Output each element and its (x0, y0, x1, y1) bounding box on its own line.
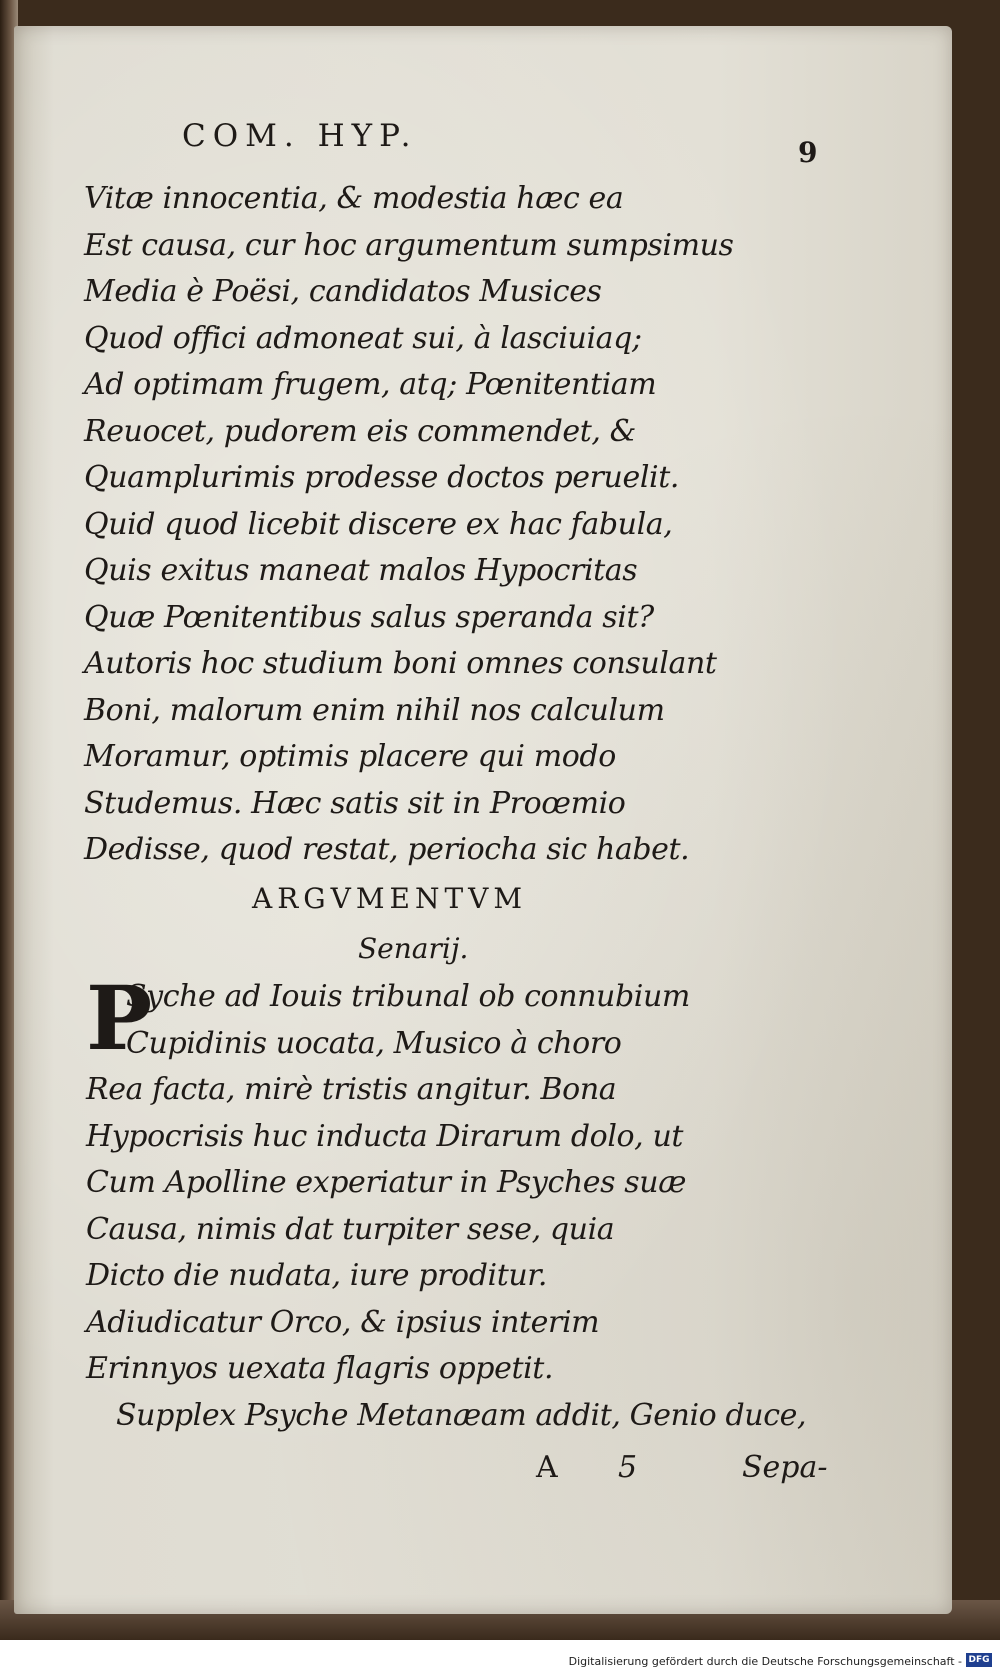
running-head: COM. HYP. (182, 118, 418, 154)
argument-line: Erinnyos uexata flagris oppetit. (86, 1351, 554, 1386)
dfg-logo: DFG (966, 1653, 992, 1667)
verse-line: Studemus. Hæc satis sit in Proœmio (84, 785, 626, 821)
verse-line: Media è Poësi, candidatos Musices (84, 274, 602, 309)
book-page (14, 26, 952, 1614)
catchword: Sepa- (742, 1450, 828, 1485)
verse-line: Quæ Pœnitentibus salus speranda sit? (84, 599, 654, 635)
verse-line: Quod offici admoneat sui, à lasciuiaq; (84, 320, 642, 356)
argument-verse-block (86, 966, 807, 1439)
signature-mark: A (536, 1450, 558, 1485)
verse-line: Dedisse, quod restat, periocha sic habet. (84, 832, 690, 867)
argument-line: Hypocrisis huc inducta Dirarum dolo, ut (86, 1118, 684, 1154)
verse-line: Quamplurimis prodesse doctos peruelit. (84, 460, 679, 495)
argument-line: Cum Apolline experiatur in Psyches suæ (86, 1165, 686, 1200)
signature-number: 5 (618, 1450, 638, 1485)
page-number: 9 (798, 136, 818, 169)
verse-line: Vitæ innocentia, & modestia hæc ea (84, 181, 624, 216)
argument-line: Adiudicatur Orco, & ipsius interim (86, 1304, 600, 1340)
argument-line: Cupidinis uocata, Musico à choro (126, 1025, 622, 1061)
verse-line: Est causa, cur hoc argumentum sumpsimus (84, 227, 734, 263)
argument-line: Rea facta, mirè tristis angitur. Bona (86, 1072, 617, 1107)
argument-line: Causa, nimis dat turpiter sese, quia (86, 1211, 615, 1247)
verse-block (84, 176, 734, 874)
argument-line: Dicto die nudata, iure proditur. (86, 1258, 548, 1293)
verse-line: Ad optimam frugem, atq; Pœnitentiam (84, 367, 657, 402)
verse-line: Quis exitus maneat malos Hypocritas (84, 553, 638, 588)
verse-line: Reuocet, pudorem eis commendet, & (84, 413, 636, 449)
dfg-credit: Digitalisierung gefördert durch die Deutsche Forschungsgemeinschaft - (568, 1655, 962, 1668)
drop-cap: P (86, 966, 153, 1070)
argument-subheading: Senarij. (358, 932, 469, 965)
argument-heading: ARGVMENTVM (252, 882, 528, 915)
argument-line: Supplex Psyche Metanæam addit, Genio duce, (116, 1397, 807, 1433)
verse-line: Quid quod licebit discere ex hac fabula, (84, 506, 673, 542)
verse-line: Boni, malorum enim nihil nos calculum (84, 692, 665, 728)
verse-line: Moramur, optimis placere qui modo (84, 739, 616, 774)
verse-line: Autoris hoc studium boni omnes consulant (84, 646, 717, 681)
argument-line: Syche ad Iouis tribunal ob connubium (126, 979, 690, 1014)
